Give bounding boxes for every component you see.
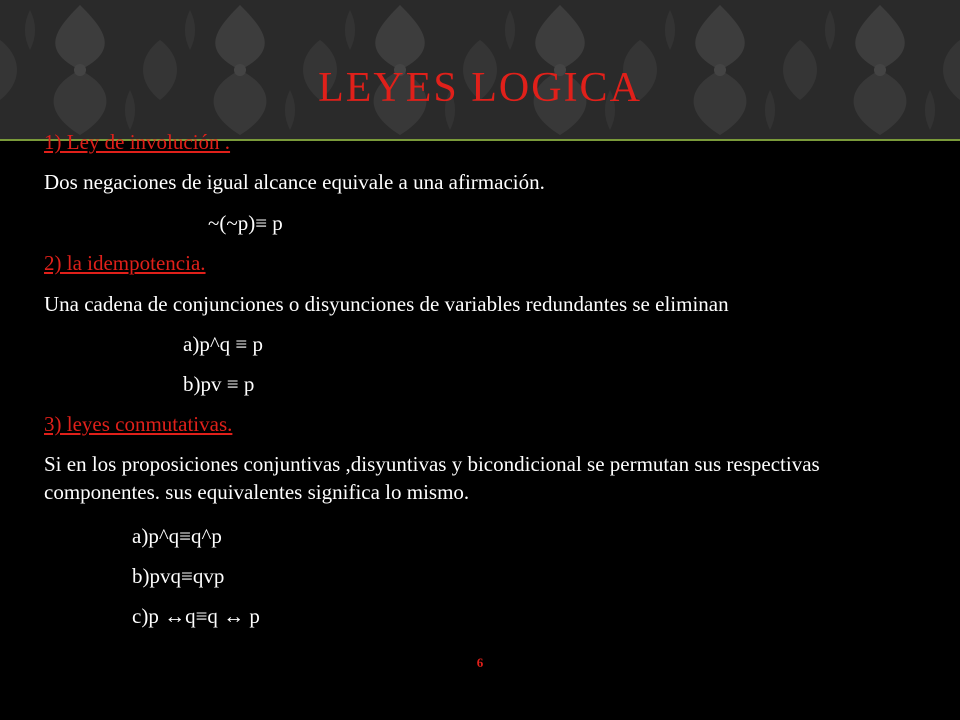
law3-heading: 3) leyes conmutativas. [44,412,233,436]
law3-text: Si en los proposiciones conjuntivas ,disyuntivas y bicondicional se permutan sus respectivas componentes. sus equivalentes significa lo mismo. [44,452,820,504]
law2-text: Una cadena de conjunciones o disyunciones de variables redundantes se eliminan [44,292,729,316]
law3-formula-a: a)p^q≡q^p [132,524,222,548]
law3-formula-b: b)pvq≡qvp [132,564,225,588]
law1-text: Dos negaciones de igual alcance equivale a una afirmación. [44,170,545,194]
law1-heading: 1) Ley de involución . [44,130,231,154]
damask-header-background [0,0,960,140]
law2-formula-b: b)pv ≡ p [183,372,255,396]
page-number: 6 [476,655,484,670]
law2-formula-a: a)p^q ≡ p [183,332,264,356]
slide-title: LEYES LOGICA [318,65,642,111]
law2-heading: 2) la idempotencia. [44,251,206,275]
law3-formula-c: c)p ↔q≡q ↔ p [132,604,260,628]
law1-formula: ~(~p)≡ p [208,211,283,235]
